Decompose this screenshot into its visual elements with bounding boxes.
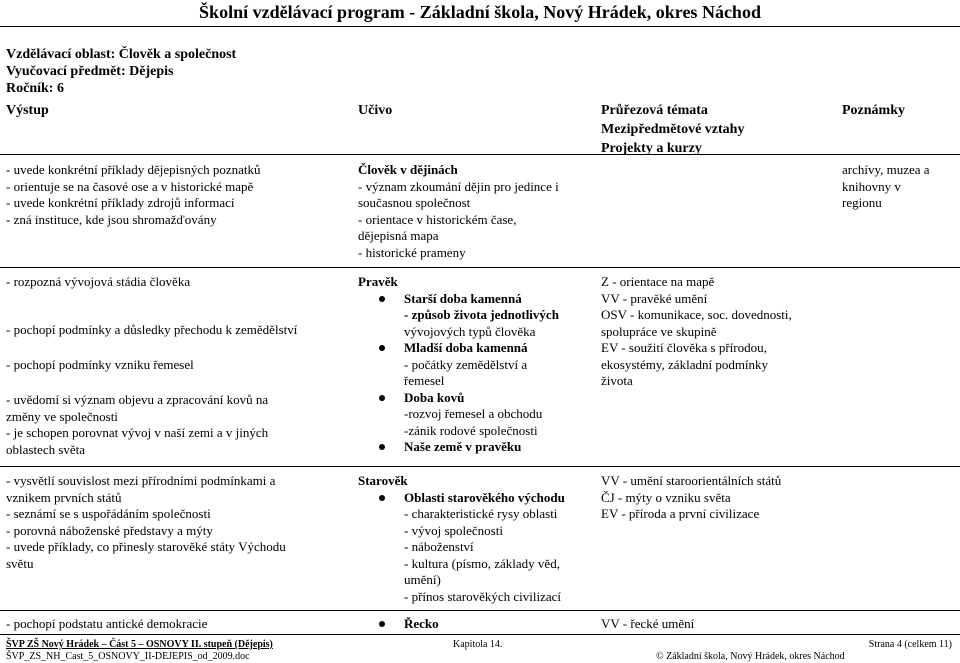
- row-divider: [0, 267, 960, 268]
- column-heading-temata: [601, 101, 744, 158]
- text-line: Z - orientace na mapě: [601, 274, 715, 289]
- meta-predmet: Vyučovací předmět: Dějepis: [6, 64, 174, 79]
- bullet-icon: [379, 296, 385, 302]
- temata-line: Průřezová témata: [601, 103, 708, 118]
- text-line: dějepisná mapa: [358, 228, 439, 243]
- text-line: - historické prameny: [358, 244, 466, 260]
- text-line: světu: [6, 555, 34, 571]
- text-line: ČJ - mýty o vzniku světa: [601, 489, 731, 505]
- text-line: OSV - komunikace, soc. dovednosti,: [601, 307, 792, 322]
- bullet-label: Doba kovů: [404, 389, 465, 405]
- text-line: spolupráce ve skupině: [601, 323, 717, 339]
- footer-page-number: Strana 4 (celkem 11): [868, 639, 952, 650]
- row4-temata: VV - řecké umění: [601, 616, 695, 631]
- bullet-label: Mladší doba kamenná: [404, 340, 528, 355]
- bullet-icon: [379, 495, 385, 501]
- text-line: života: [601, 373, 633, 388]
- row-divider: [0, 154, 960, 155]
- bullet-label: Oblasti starověkého východu: [404, 489, 565, 505]
- text-line: - uvědomí si význam objevu a zpracování kovů na: [6, 392, 269, 407]
- row2-ucivo: [358, 274, 559, 456]
- temata-line: Projekty a kurzy: [601, 141, 702, 156]
- bullet-label: Řecko: [404, 616, 439, 631]
- text-line: - orientuje se na časové ose a v historické mapě: [6, 178, 254, 194]
- text-line: -rozvoj řemesel a obchodu: [404, 406, 543, 421]
- header-rule: [0, 26, 960, 27]
- meta-rocnik: Ročník: 6: [6, 81, 64, 96]
- list-item: [358, 616, 439, 633]
- row2-temata: [601, 274, 792, 390]
- text-line: ekosystémy, základní podmínky: [601, 356, 769, 372]
- ucivo-topic-title: Starověk: [358, 473, 408, 488]
- text-line: - je schopen porovnat vývoj v naší zemi a v jiných: [6, 425, 269, 440]
- bullet-label: Naše země v pravěku: [404, 439, 522, 454]
- text-line: - náboženství: [404, 539, 474, 554]
- ucivo-bullet-list: [358, 291, 559, 308]
- row1-ucivo: [358, 162, 559, 261]
- footer-left-title: ŠVP ZŠ Nový Hrádek – Část 5 – OSNOVY II. stupeň (Dějepis): [6, 639, 273, 650]
- text-line: oblastech světa: [6, 441, 86, 457]
- bullet-icon: [379, 345, 385, 351]
- text-line: - uvede konkrétní příklady dějepisných poznatků: [6, 162, 261, 177]
- column-heading-vystup: Výstup: [6, 103, 49, 118]
- text-line: vznikem prvních států: [6, 489, 122, 505]
- bullet-icon: [379, 621, 385, 627]
- text-line: - porovná náboženské představy a mýty: [6, 522, 213, 538]
- text-line: vývojových typů člověka: [404, 323, 536, 339]
- list-item: [358, 291, 559, 308]
- list-item: [358, 340, 559, 357]
- document-header-title: Školní vzdělávací program - Základní škola, Nový Hrádek, okres Náchod: [199, 2, 761, 22]
- footer-rule: [0, 634, 960, 635]
- list-item: [358, 390, 559, 407]
- text-line: současnou společnost: [358, 195, 471, 210]
- row2-vystup-c: - pochopí podmínky vzniku řemesel: [6, 357, 194, 372]
- text-line: - přínos starověkých civilizací: [404, 588, 562, 604]
- text-line: -zánik rodové společnosti: [404, 422, 538, 438]
- row4-vystup: - pochopí podstatu antické demokracie: [6, 616, 208, 631]
- row2-vystup-d: [6, 392, 268, 458]
- text-line: - kultura (písmo, základy věd,: [404, 555, 560, 571]
- row-divider: [0, 610, 960, 611]
- text-line: - orientace v historickém čase,: [358, 211, 517, 227]
- column-heading-ucivo: Učivo: [358, 103, 393, 118]
- footer-left-filename: ŠVP_ZS_NH_Cast_5_OSNOVY_II-DEJEPIS_od_2009.doc: [6, 651, 250, 662]
- meta-oblast: Vzdělávací oblast: Člověk a společnost: [6, 47, 237, 62]
- text-line: - vývoj společnosti: [404, 522, 503, 538]
- text-line: - zná instituce, kde jsou shromažďovány: [6, 211, 217, 227]
- text-line: umění): [404, 572, 441, 587]
- text-line: - seznámí se s uspořádáním společnosti: [6, 506, 211, 521]
- bullet-label: Starší doba kamenná: [404, 290, 522, 306]
- text-line: regionu: [842, 195, 882, 210]
- text-line: EV - příroda a první civilizace: [601, 506, 760, 521]
- text-line: - způsob života jednotlivých: [404, 307, 559, 322]
- bullet-icon: [379, 444, 385, 450]
- row2-vystup-a: - rozpozná vývojová stádia člověka: [6, 274, 191, 289]
- ucivo-bullet-list: [358, 616, 439, 633]
- ucivo-topic-title: Pravěk: [358, 274, 398, 289]
- text-line: změny ve společnosti: [6, 408, 118, 424]
- row1-vystup: [6, 162, 261, 228]
- ucivo-topic-title: Člověk v dějinách: [358, 162, 458, 177]
- list-item: [358, 490, 565, 507]
- text-line: - charakteristické rysy oblasti: [404, 506, 558, 521]
- text-line: archívy, muzea a: [842, 162, 930, 177]
- footer-chapter: Kapitola 14.: [453, 639, 503, 650]
- text-line: - uvede konkrétní příklady zdrojů informací: [6, 195, 235, 210]
- ucivo-bullet-list: [358, 340, 559, 357]
- row3-temata: [601, 473, 781, 523]
- row4-ucivo: [358, 616, 439, 633]
- row3-ucivo: [358, 473, 565, 605]
- text-line: VV - pravěké umění: [601, 290, 708, 306]
- text-line: řemesel: [404, 373, 445, 388]
- column-heading-poznamky: Poznámky: [842, 103, 905, 118]
- list-item: [358, 439, 559, 456]
- temata-line: Mezipředmětové vztahy: [601, 122, 745, 137]
- text-line: - vysvětlí souvislost mezi přírodními podmínkami a: [6, 473, 276, 488]
- text-line: - uvede příklady, co přinesly starověké státy Východu: [6, 539, 286, 554]
- ucivo-bullet-list: [358, 439, 559, 456]
- text-line: EV - soužití člověka s přírodou,: [601, 340, 767, 355]
- ucivo-bullet-list: [358, 390, 559, 407]
- meta-block: [6, 46, 236, 97]
- row1-poznamky: [842, 162, 930, 212]
- text-line: VV - umění staroorientálních států: [601, 473, 782, 488]
- bullet-icon: [379, 395, 385, 401]
- text-line: - počátky zemědělství a: [404, 356, 528, 372]
- text-line: - význam zkoumání dějin pro jedince i: [358, 178, 559, 194]
- row2-vystup-b: - pochopí podmínky a důsledky přechodu k zemědělství: [6, 322, 298, 337]
- row3-vystup: [6, 473, 286, 572]
- row-divider: [0, 466, 960, 467]
- text-line: knihovny v: [842, 178, 901, 194]
- ucivo-bullet-list: [358, 490, 565, 507]
- footer-copyright: © Základní škola, Nový Hrádek, okres Náchod: [656, 651, 845, 662]
